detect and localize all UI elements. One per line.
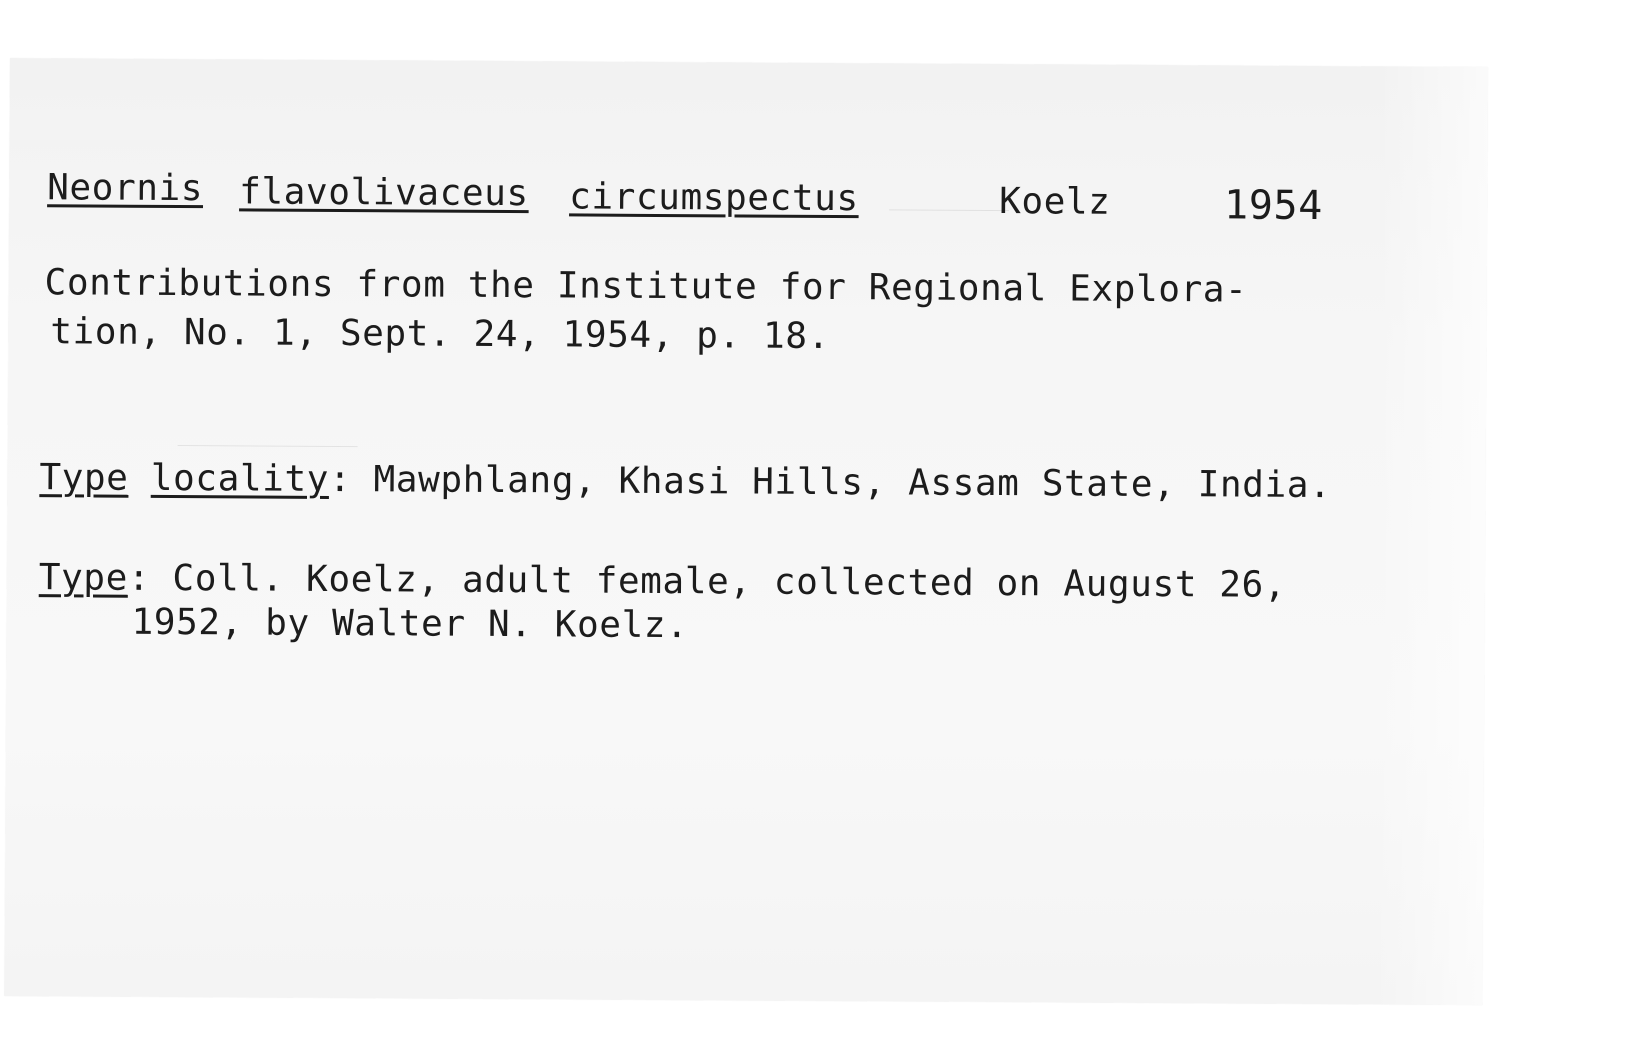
faint-rule [889,209,1009,211]
title-author: Koelz [999,181,1111,223]
type-label: Type [38,557,129,599]
type-separator: : [127,557,151,599]
card-edge-highlight [1372,66,1488,1005]
type-locality-label-word1: Type [39,457,129,499]
title-subspecies: circumspectus [569,176,859,220]
title-genus: Neornis [47,167,204,210]
type-line-1 [39,558,1287,606]
type-locality-separator: : [328,458,352,501]
title-year: 1954 [1223,182,1323,230]
index-card [4,58,1488,1005]
type-value-line-2: 1952, by Walter N. Koelz. [131,601,689,647]
type-locality-label-word2: locality [150,457,330,500]
type-locality-line [39,458,1331,506]
faint-rule [178,445,358,447]
type-locality-value: Mawphlang, Khasi Hills, Assam State, India. [351,459,1332,507]
type-value-line-1: Coll. Koelz, adult female, collected on August 26, [150,557,1287,606]
citation-line-1: Contributions from the Institute for Regional Explora- [44,262,1248,311]
citation-line-2: tion, No. 1, Sept. 24, 1954, p. 18. [50,311,831,358]
title-species: flavolivaceus [239,171,529,215]
